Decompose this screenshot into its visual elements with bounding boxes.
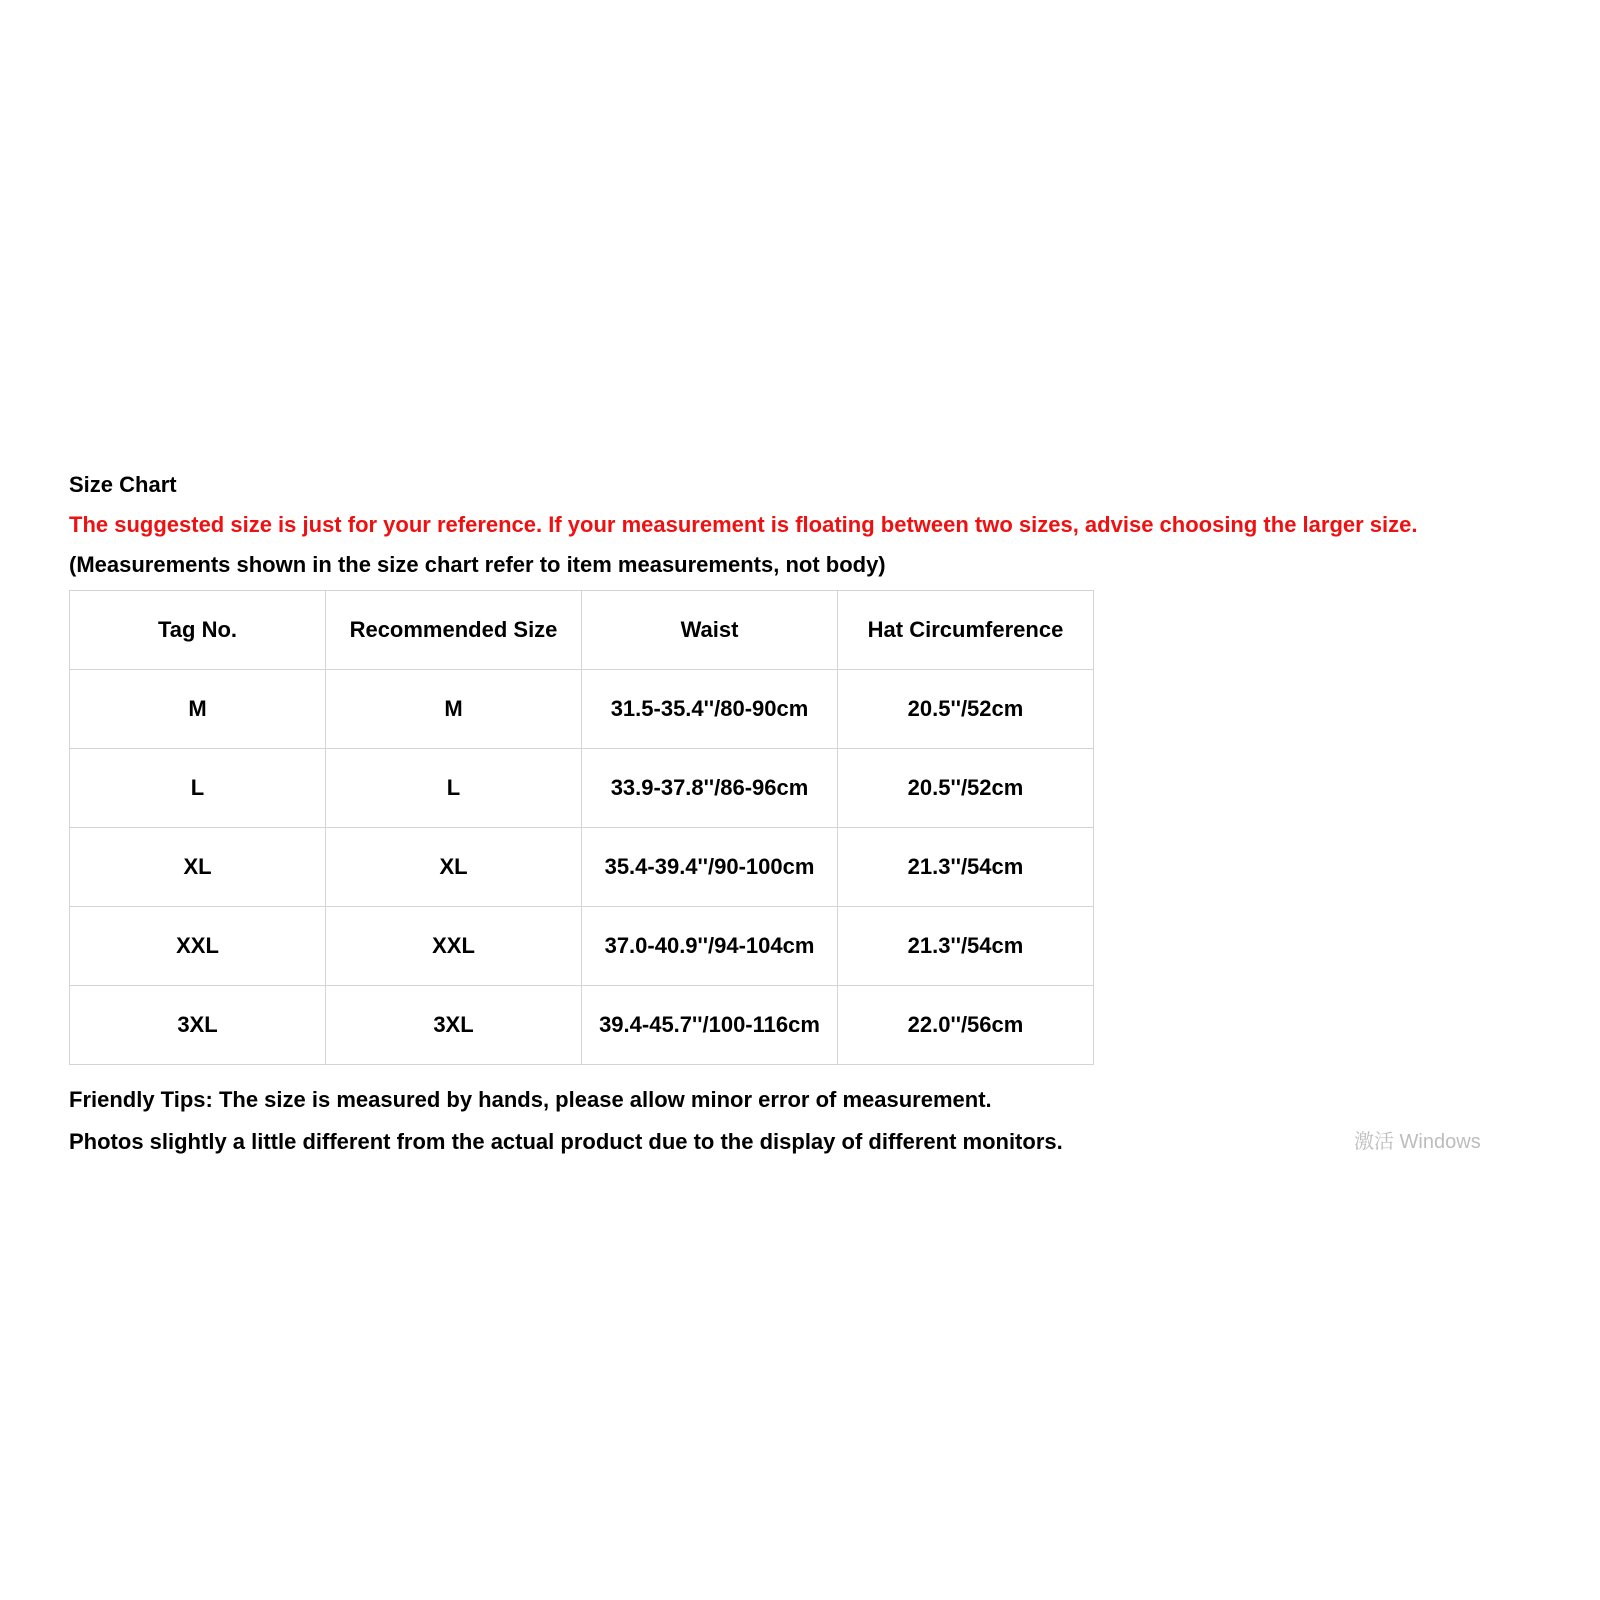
cell-recommended-size: XL — [326, 828, 582, 907]
cell-recommended-size: 3XL — [326, 986, 582, 1065]
cell-waist: 33.9-37.8''/86-96cm — [582, 749, 838, 828]
clipped-text-line — [69, 1127, 1489, 1154]
page-title: Size Chart — [69, 472, 177, 497]
table-row — [70, 749, 1094, 828]
header-tag-no: Tag No. — [70, 591, 326, 670]
cell-waist: 31.5-35.4''/80-90cm — [582, 670, 838, 749]
measurement-note: (Measurements shown in the size chart refer to item measurements, not body) — [69, 552, 886, 577]
cell-hat-circumference: 21.3''/54cm — [838, 907, 1094, 986]
cell-waist: 39.4-45.7''/100-116cm — [582, 986, 838, 1065]
table-header-row — [70, 591, 1094, 670]
cell-hat-circumference: 21.3''/54cm — [838, 828, 1094, 907]
cell-tag-no: 3XL — [70, 986, 326, 1065]
table-row — [70, 986, 1094, 1065]
cell-waist: 35.4-39.4''/90-100cm — [582, 828, 838, 907]
header-hat-circumference: Hat Circumference — [838, 591, 1094, 670]
cell-waist: 37.0-40.9''/94-104cm — [582, 907, 838, 986]
header-waist: Waist — [582, 591, 838, 670]
cell-hat-circumference: 22.0''/56cm — [838, 986, 1094, 1065]
clipped-note: Photos slightly a little different from the actual product due to the display of different monitors. — [69, 1129, 1063, 1154]
cell-hat-circumference: 20.5''/52cm — [838, 749, 1094, 828]
table-row — [70, 670, 1094, 749]
activation-watermark: 激活 Windows — [1354, 1131, 1481, 1153]
size-chart-section — [69, 470, 1559, 1154]
cell-recommended-size: L — [326, 749, 582, 828]
cell-recommended-size: XXL — [326, 907, 582, 986]
cell-tag-no: M — [70, 670, 326, 749]
table-row — [70, 907, 1094, 986]
size-notice: The suggested size is just for your reference. If your measurement is floating between two sizes, advise choosing the larger size. — [69, 512, 1418, 537]
size-table — [69, 590, 1094, 1065]
cell-hat-circumference: 20.5''/52cm — [838, 670, 1094, 749]
friendly-tips: Friendly Tips: The size is measured by hands, please allow minor error of measurement. — [69, 1087, 992, 1112]
cell-tag-no: XXL — [70, 907, 326, 986]
header-recommended-size: Recommended Size — [326, 591, 582, 670]
cell-tag-no: L — [70, 749, 326, 828]
cell-recommended-size: M — [326, 670, 582, 749]
cell-tag-no: XL — [70, 828, 326, 907]
table-row — [70, 828, 1094, 907]
